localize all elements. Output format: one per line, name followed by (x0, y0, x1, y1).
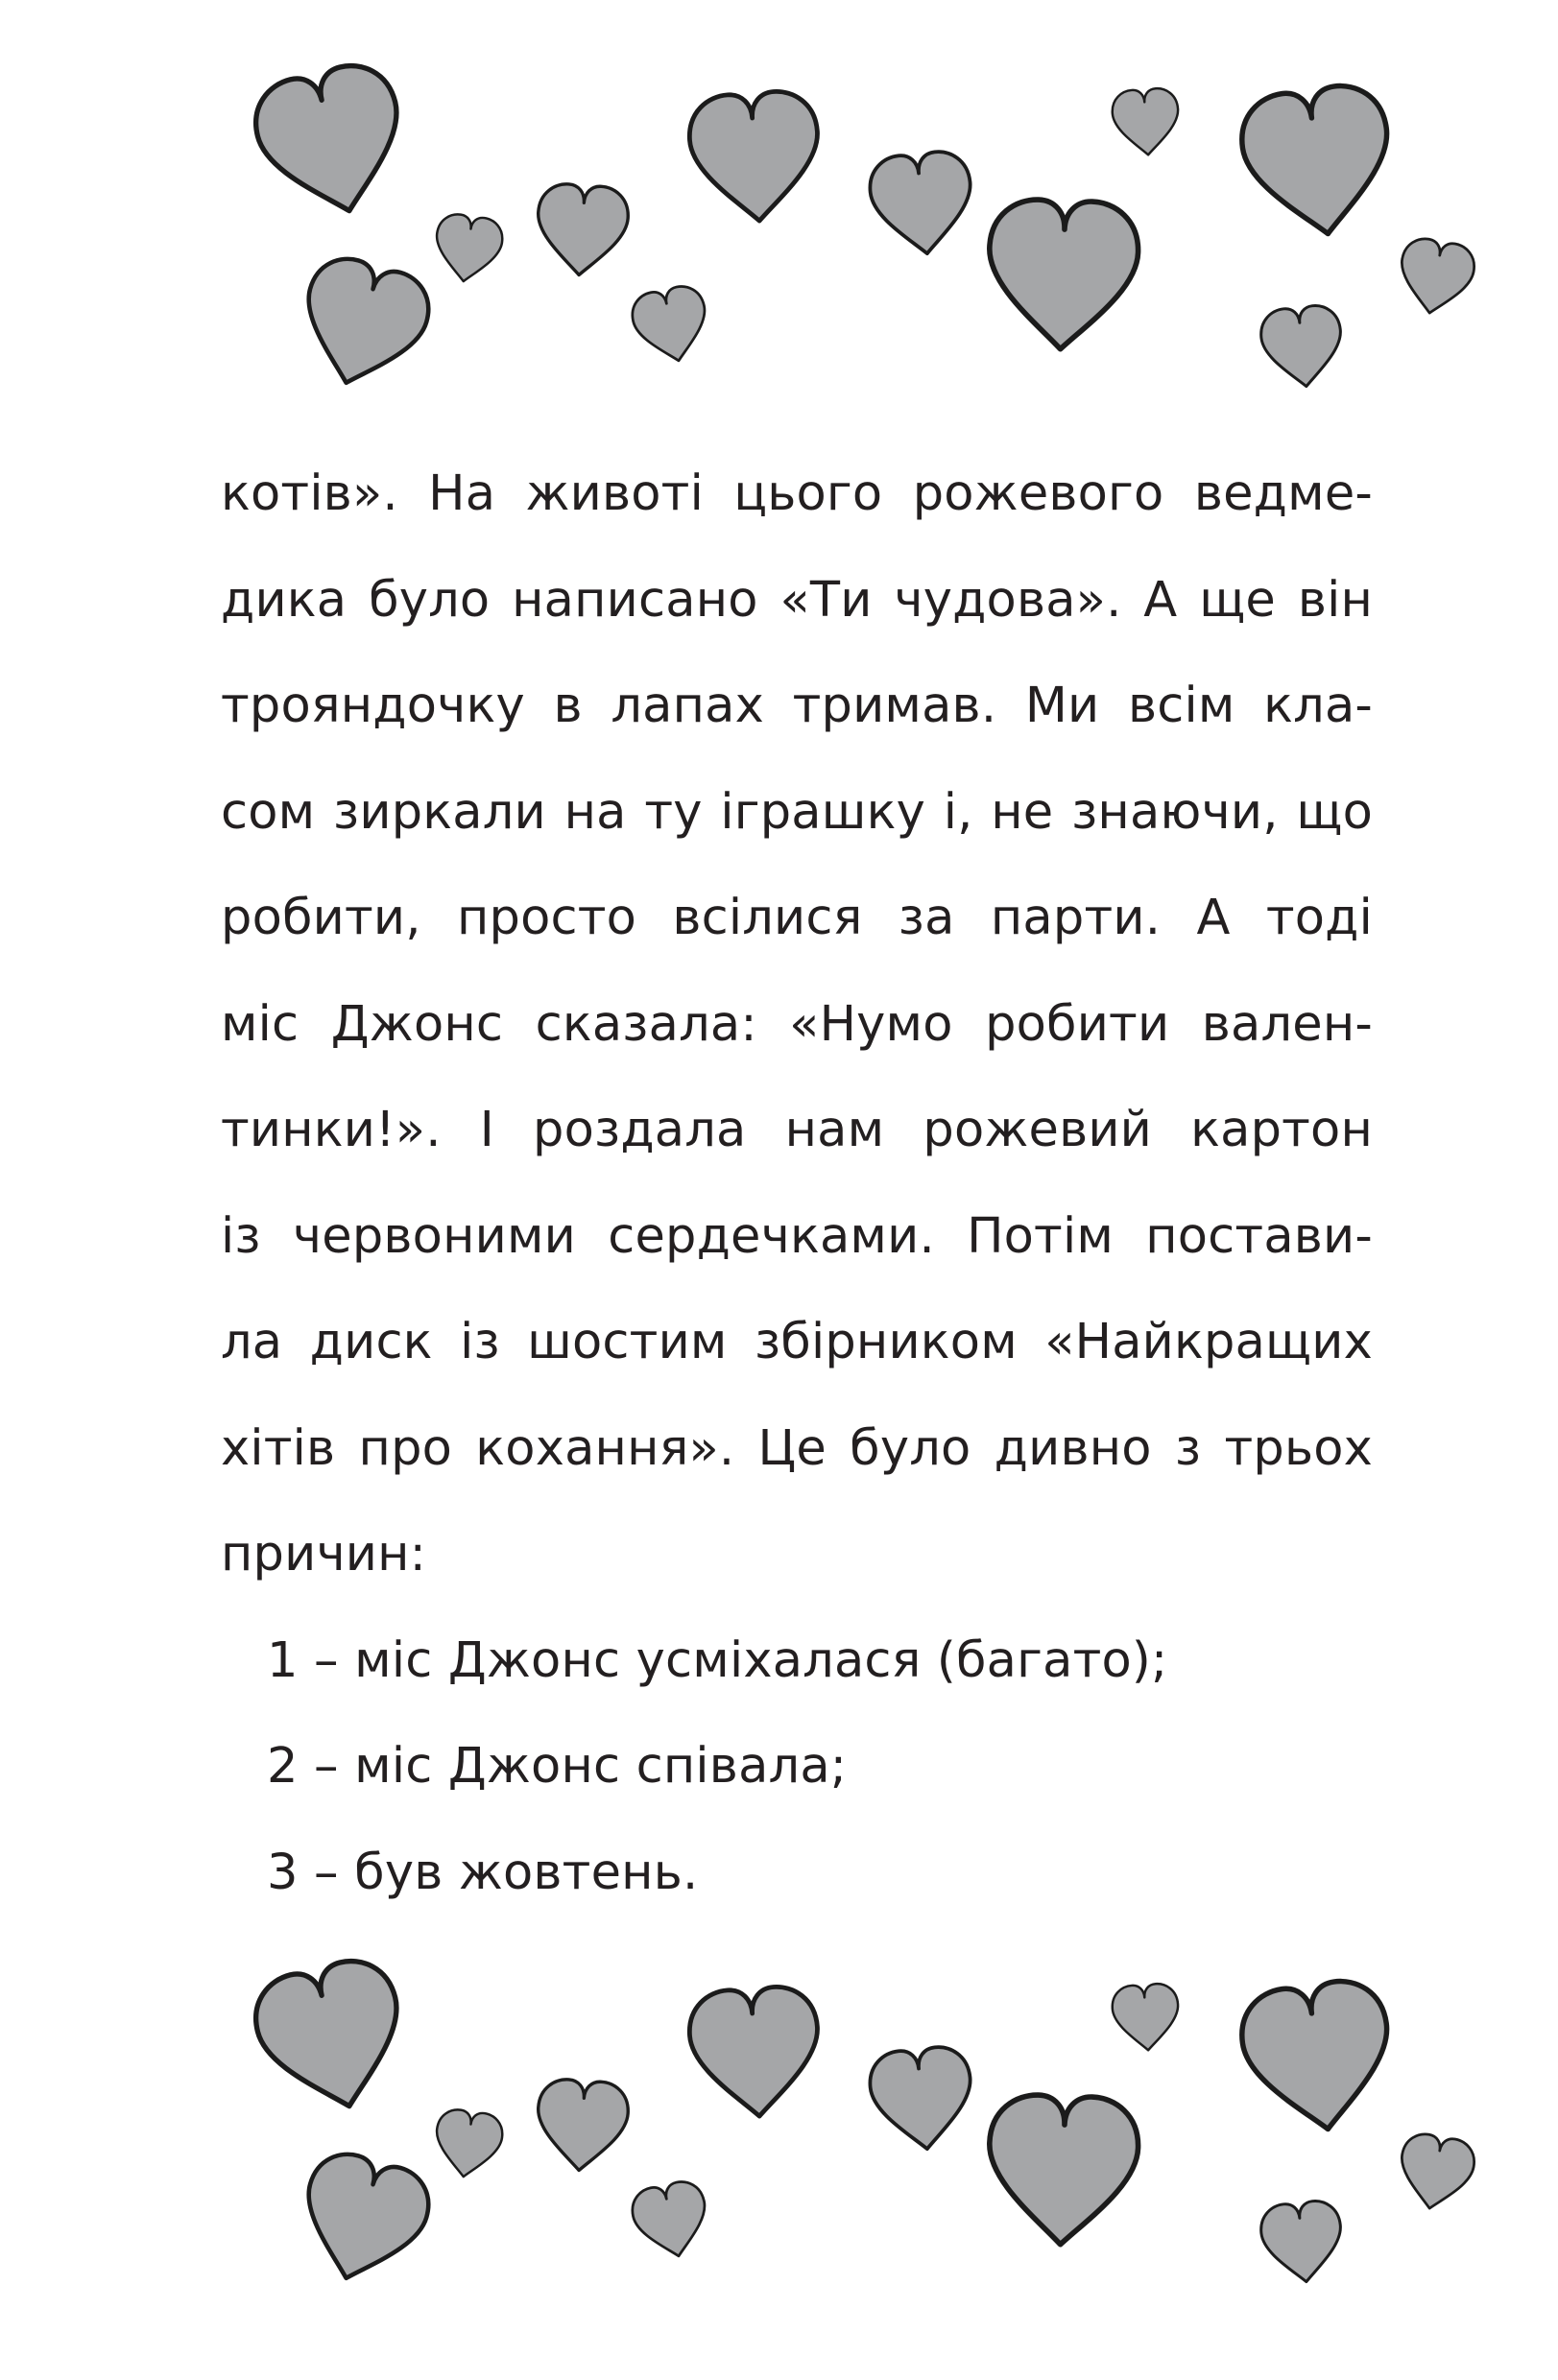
heart-icon (247, 1952, 419, 2124)
paragraph-line: котів». На животі цього рожевого ведме- (221, 465, 1373, 522)
heart-icon (986, 2093, 1139, 2247)
hearts-border-bottom-graphic (0, 1934, 1558, 2318)
heart-icon (534, 182, 630, 278)
heart-icon (431, 2107, 505, 2181)
heart-icon (1394, 2130, 1478, 2215)
heart-icon (1111, 87, 1181, 157)
paragraph-line: ла диск із шостим збірником «Найкращих (221, 1314, 1373, 1370)
heart-icon (1258, 303, 1346, 391)
heart-icon (628, 2178, 714, 2264)
heart-icon (686, 1985, 823, 2121)
heart-icon (1258, 2199, 1346, 2286)
heart-icon (1394, 235, 1478, 320)
heart-icon (628, 282, 714, 369)
page-text (221, 441, 1373, 1926)
paragraph-line: тинки!». І роздала нам рожевий картон (221, 1102, 1373, 1158)
heart-icon (867, 149, 977, 259)
reason-list-item: 3 – був жовтень. (267, 1844, 699, 1901)
heart-icon (1235, 1975, 1400, 2139)
heart-icon (288, 250, 438, 399)
heart-icon (288, 2145, 438, 2295)
paragraph-line: причин: (221, 1526, 427, 1583)
heart-icon (1111, 1983, 1181, 2053)
hearts-border-top-graphic (0, 38, 1558, 422)
heart-icon (867, 2044, 977, 2154)
paragraph-line: із червоними сердечками. Потім постави- (221, 1207, 1373, 1265)
paragraph-line: дика було написано «Ти чудова». А ще він (221, 571, 1373, 629)
paragraph-line: робити, просто всілися за парти. А тоді (221, 890, 1373, 946)
paragraph-line: хітів про кохання». Це було дивно з трьох (221, 1419, 1373, 1477)
paragraph-line: сом зиркали на ту іграшку і, не знаючи, що (221, 783, 1373, 841)
hearts-border-bottom (0, 1934, 1558, 2318)
heart-icon (686, 89, 823, 226)
heart-icon (247, 57, 419, 228)
paragraph-line: міс Джонс сказала: «Нумо робити вален- (221, 995, 1373, 1053)
heart-icon (986, 198, 1139, 351)
paragraph-line: трояндочку в лапах тримав. Ми всім кла- (221, 678, 1373, 734)
heart-icon (431, 212, 505, 286)
hearts-border-top (0, 38, 1558, 422)
reason-list-item: 1 – міс Джонс усміхалася (багато); (267, 1631, 1168, 1689)
reason-list-item: 2 – міс Джонс співала; (267, 1738, 848, 1795)
heart-icon (1235, 80, 1400, 244)
heart-icon (534, 2078, 630, 2174)
